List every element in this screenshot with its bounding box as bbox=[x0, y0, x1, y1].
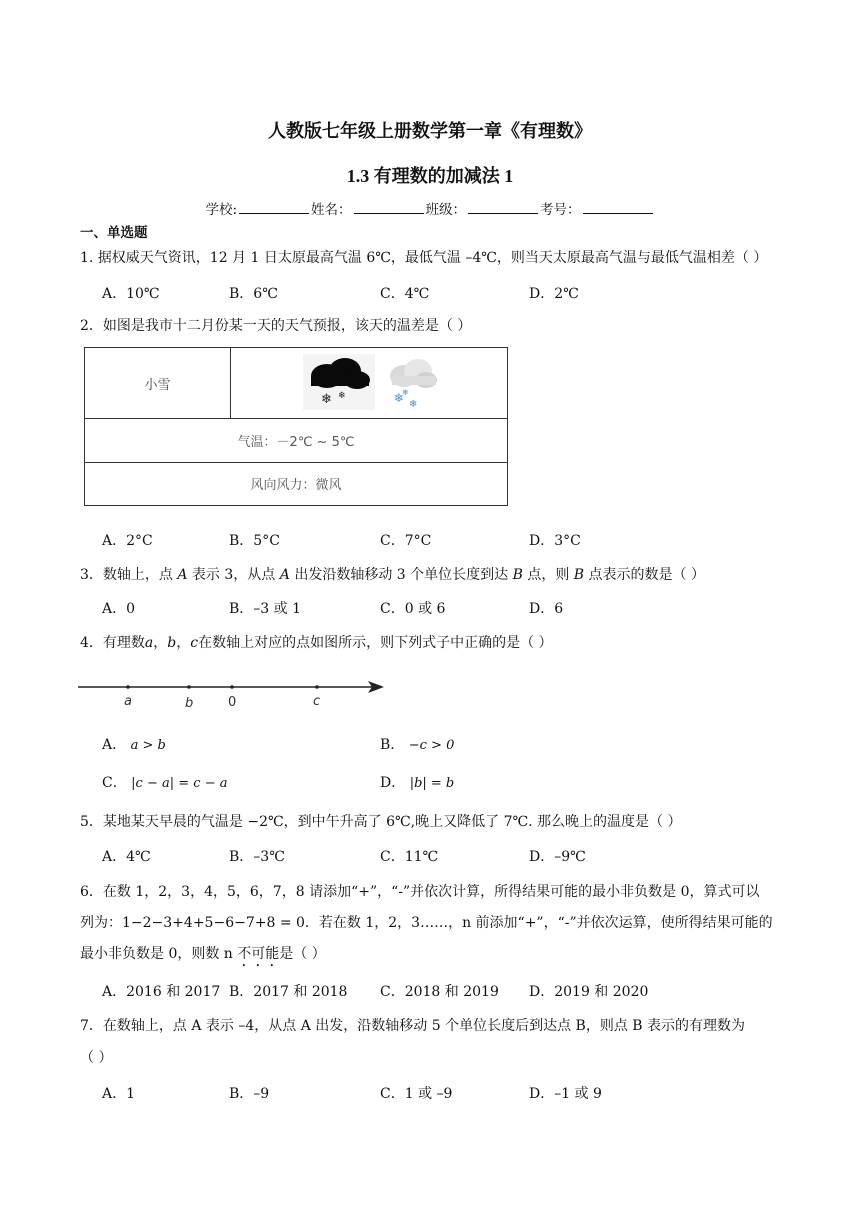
q7-option-c: C．1 或 –9 bbox=[380, 1086, 453, 1102]
question-6-line-2: 列为：1−2−3+4+5−6−7+8 = 0．若在数 1，2，3……，n 前添加“+”，“-”并依次运算，使所得结果可能的 bbox=[80, 915, 773, 931]
weather-condition: 小雪 bbox=[85, 348, 231, 418]
q7-option-b: B．–9 bbox=[229, 1086, 270, 1102]
axis-label-c: c bbox=[313, 694, 321, 709]
id-blank[interactable] bbox=[583, 201, 653, 214]
q6-option-c: C．2018 和 2019 bbox=[380, 984, 499, 1000]
temperature-row: 气温：－2℃ ~ 5℃ bbox=[85, 418, 507, 463]
point-a: A bbox=[177, 567, 188, 583]
school-blank[interactable] bbox=[239, 201, 309, 214]
q1-option-c: C．4℃ bbox=[380, 286, 430, 302]
svg-text:❄: ❄ bbox=[409, 399, 418, 410]
q5-option-b: B．–3℃ bbox=[229, 849, 285, 865]
svg-text:❄: ❄ bbox=[338, 391, 346, 401]
q2-option-d: D．3°C bbox=[529, 533, 581, 549]
q1-option-d: D．2℃ bbox=[529, 286, 579, 302]
wind-row: 风向风力：微风 bbox=[250, 478, 342, 493]
class-label: 班级： bbox=[425, 202, 467, 218]
q1-option-a: A．10℃ bbox=[102, 286, 160, 302]
q4-option-c: C． |c − a| = c − a bbox=[102, 775, 228, 791]
heavy-snow-cloud-icon bbox=[303, 354, 375, 410]
q6-option-a: A．2016 和 2017 bbox=[102, 984, 221, 1000]
emphasis-text: 不可能 bbox=[237, 946, 280, 962]
student-info-line bbox=[0, 198, 860, 218]
point-c-dot bbox=[315, 685, 319, 689]
weather-forecast-table bbox=[84, 347, 508, 506]
q3-option-a: A．0 bbox=[102, 601, 136, 617]
q3-option-d: D．6 bbox=[529, 601, 564, 617]
name-label: 姓名： bbox=[311, 202, 352, 218]
question-6-line-3: 最小非负数是 0，则数 n 不可能是（ ） bbox=[80, 946, 326, 962]
q5-option-c: C．11℃ bbox=[380, 849, 439, 865]
q5-option-a: A．4℃ bbox=[102, 849, 151, 865]
name-blank[interactable] bbox=[354, 201, 424, 214]
q2-option-a: A．2°C bbox=[102, 533, 153, 549]
axis-label-b: b bbox=[185, 696, 194, 711]
svg-text:❄: ❄ bbox=[402, 388, 409, 397]
q4-option-b: B． −c > 0 bbox=[380, 737, 455, 753]
question-7-line-2: （ ） bbox=[80, 1050, 113, 1066]
class-blank[interactable] bbox=[468, 201, 538, 214]
q3-option-b: B．–3 或 1 bbox=[229, 601, 302, 617]
document-title: 人教版七年级上册数学第一章《有理数》 bbox=[268, 121, 592, 141]
svg-text:❄: ❄ bbox=[321, 392, 332, 407]
q6-option-b: B．2017 和 2018 bbox=[229, 984, 348, 1000]
section-title: 一、单选题 bbox=[80, 225, 148, 241]
document-subtitle: 1.3 有理数的加减法 1 bbox=[346, 166, 514, 186]
point-a: A bbox=[279, 567, 290, 583]
point-zero-dot bbox=[230, 685, 234, 689]
id-label: 考号： bbox=[540, 202, 581, 218]
question-6-line-1: 6．在数 1，2，3，4，5，6，7，8 请添加“+”，“-”并依次计算，所得结果可能的最小非负数是 0，算式可以 bbox=[80, 884, 760, 900]
q4-option-a: A． a > b bbox=[102, 737, 166, 753]
weather-row bbox=[85, 348, 507, 419]
q7-option-d: D．–1 或 9 bbox=[529, 1086, 602, 1102]
q4-option-d: D． |b| = b bbox=[380, 775, 455, 791]
school-label: 学校: bbox=[205, 202, 238, 218]
point-b-dot bbox=[187, 685, 191, 689]
light-snow-cloud-icon bbox=[384, 354, 440, 410]
q5-option-d: D．–9℃ bbox=[529, 849, 586, 865]
svg-text:❄: ❄ bbox=[394, 391, 405, 405]
q7-option-a: A．1 bbox=[102, 1086, 136, 1102]
question-4-text: 4．有理数a，b，c在数轴上对应的点如图所示，则下列式子中正确的是（ ） bbox=[80, 635, 553, 651]
number-line-figure bbox=[78, 676, 388, 712]
point-a-dot bbox=[126, 685, 130, 689]
q6-option-d: D．2019 和 2020 bbox=[529, 984, 649, 1000]
q1-option-b: B．6℃ bbox=[229, 286, 278, 302]
axis-label-zero: 0 bbox=[228, 695, 237, 710]
q3-option-c: C．0 或 6 bbox=[380, 601, 446, 617]
point-b: B bbox=[573, 567, 585, 583]
axis-label-a: a bbox=[124, 694, 132, 709]
question-3-text: 3．数轴上，点 A 表示 3，从点 A 出发沿数轴移动 3 个单位长度到达 B 点，则 B 点表示的数是（ ） bbox=[80, 567, 705, 583]
point-b: B bbox=[512, 567, 523, 583]
question-5-text: 5．某地某天早晨的气温是 −2℃，到中午升高了 6℃,晚上又降低了 7℃. 那么晚上的温度是（ ） bbox=[80, 814, 682, 830]
question-2-text: 2．如图是我市十二月份某一天的天气预报，该天的温差是（ ） bbox=[80, 318, 472, 334]
question-7-line-1: 7．在数轴上，点 A 表示 –4，从点 A 出发，沿数轴移动 5 个单位长度后到达点 B，则点 B 表示的有理数为 bbox=[80, 1018, 746, 1034]
q2-option-c: C．7°C bbox=[380, 533, 432, 549]
question-1-text: 1. 据权威天气资讯，12 月 1 日太原最高气温 6℃，最低气温 –4℃，则当天太原最高气温与最低气温相差（ ） bbox=[80, 250, 768, 266]
q2-option-b: B．5°C bbox=[229, 533, 280, 549]
